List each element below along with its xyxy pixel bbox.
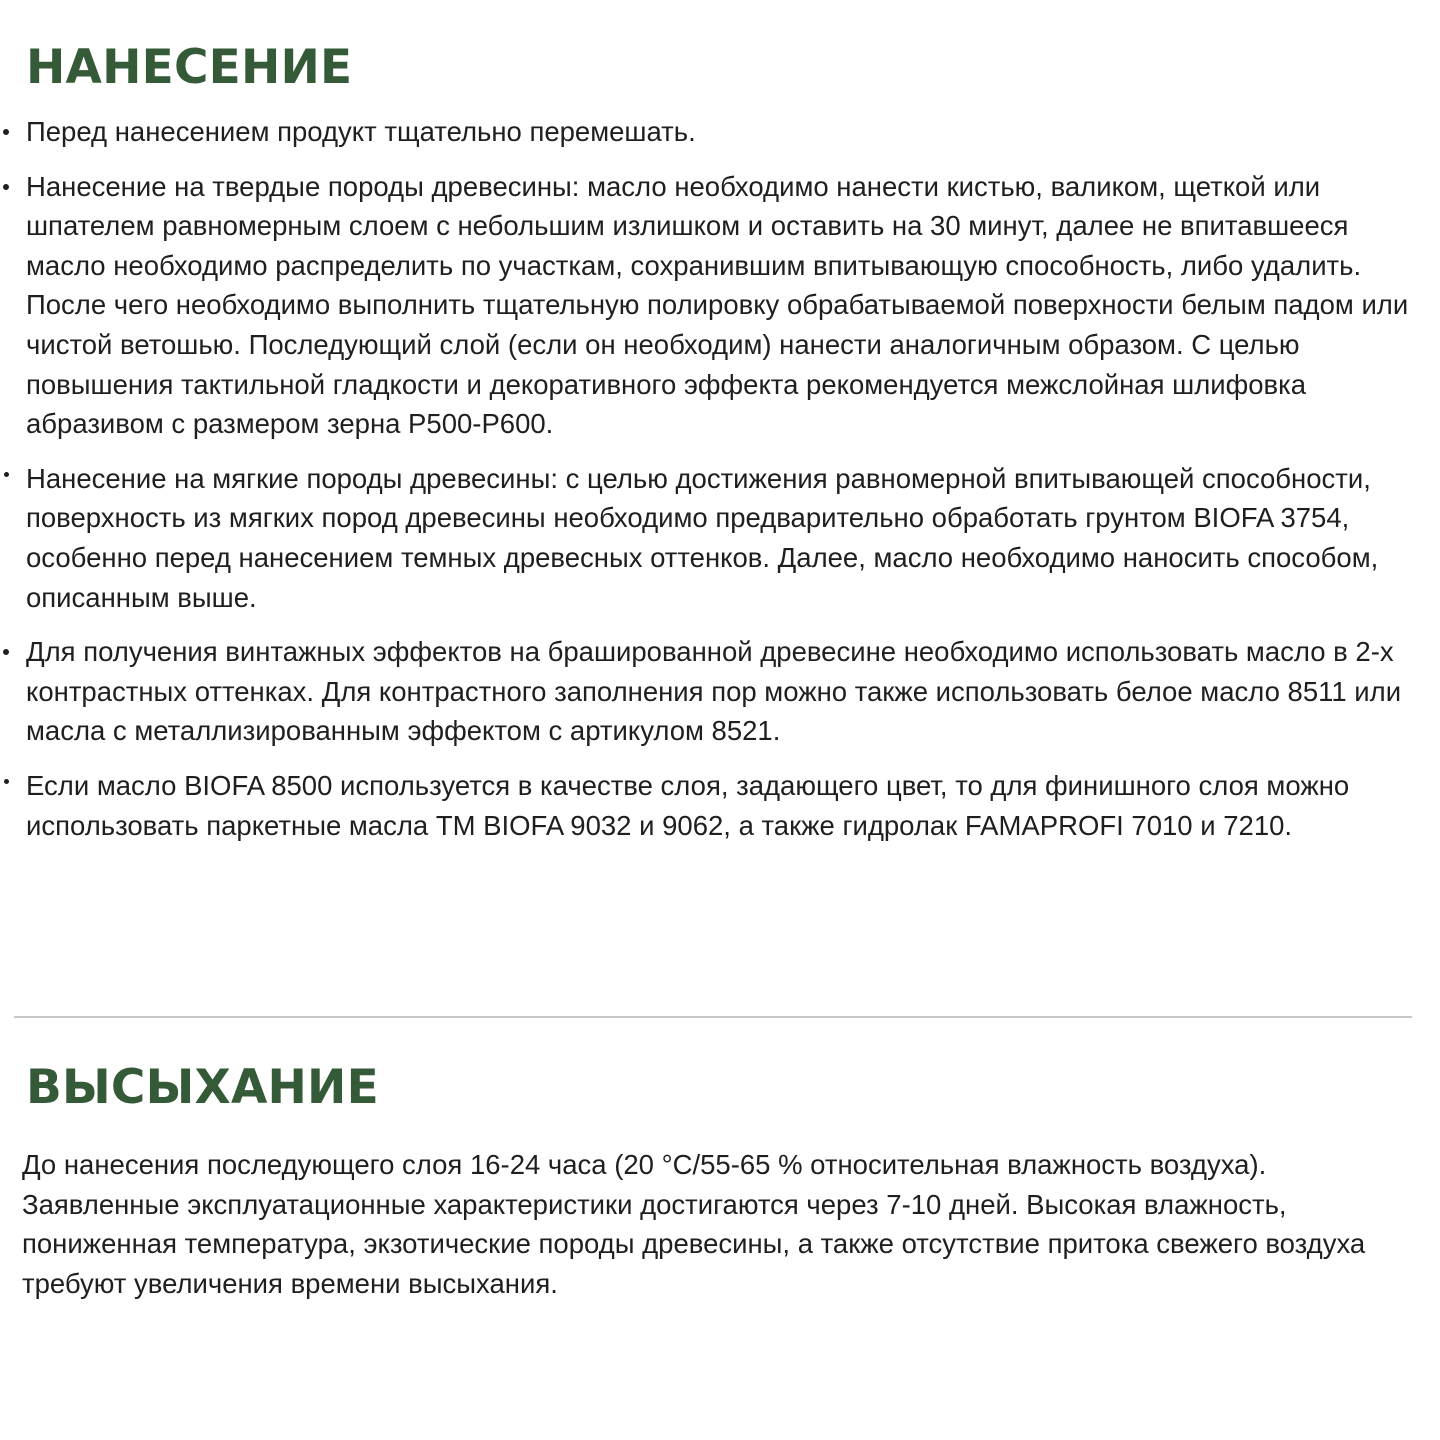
drying-section-title: ВЫСЫХАНИЕ [26,1060,379,1115]
list-item-text: Нанесение на мягкие породы древесины: с целью достижения равномерной впитывающей способности, поверхность из мягких пород древесины необходимо предварительно обработать грунтом BIOFA 3754, особенно перед нанесением темных древесных оттенков. Далее, масло необходимо наносить способом, описанным выше. [26,462,1379,613]
application-instructions-list [0,112,1420,860]
list-item [0,459,1420,617]
list-item [0,632,1420,751]
section-divider [14,1016,1412,1018]
bullet-icon [3,649,9,655]
list-item-text: Для получения винтажных эффектов на брашированной древесине необходимо использовать масло в 2-х контрастных оттенках. Для контрастного заполнения пор можно также использовать белое масло 8511 или масла с металлизированным эффектом с артикулом 8521. [26,636,1402,747]
application-section-title: НАНЕСЕНИЕ [26,40,353,95]
bullet-icon [4,779,9,784]
bullet-icon [3,184,9,190]
list-item [0,766,1420,845]
drying-description: До нанесения последующего слоя 16-24 часа (20 °С/55-65 % относительная влажность воздуха). Заявленные эксплуатационные характеристики достигаются через 7-10 дней. Высокая влажность, пониженная температура, экзотические породы древесины, а также отсутствие притока свежего воздуха требуют увеличения времени высыхания. [22,1149,1366,1299]
list-item-text: Нанесение на твердые породы древесины: масло необходимо нанести кистью, валиком, щеткой или шпателем равномерным слоем с небольшим излишком и оставить на 30 минут, далее не впитавшееся масло необходимо распределить по участкам, сохранившим впитывающую способность, либо удалить. После чего необходимо выполнить тщательную полировку обрабатываемой поверхности белым падом или чистой ветошью. Последующий слой (если он необходим) нанести аналогичным образом. С целью повышения тактильной гладкости и декоративного эффекта рекомендуется межслойная шлифовка абразивом с размером зерна Р500-Р600. [26,170,1409,440]
list-item-text: Перед нанесением продукт тщательно перемешать. [26,116,696,147]
list-item [0,112,1420,152]
bullet-icon [3,129,9,135]
list-item-text: Если масло BIOFA 8500 используется в качестве слоя, задающего цвет, то для финишного слоя можно использовать паркетные масла ТМ BIOFA 9032 и 9062, а также гидролак FAMAPROFI 7010 и 7210. [26,769,1350,841]
bullet-icon [4,472,9,477]
list-item [0,167,1420,444]
